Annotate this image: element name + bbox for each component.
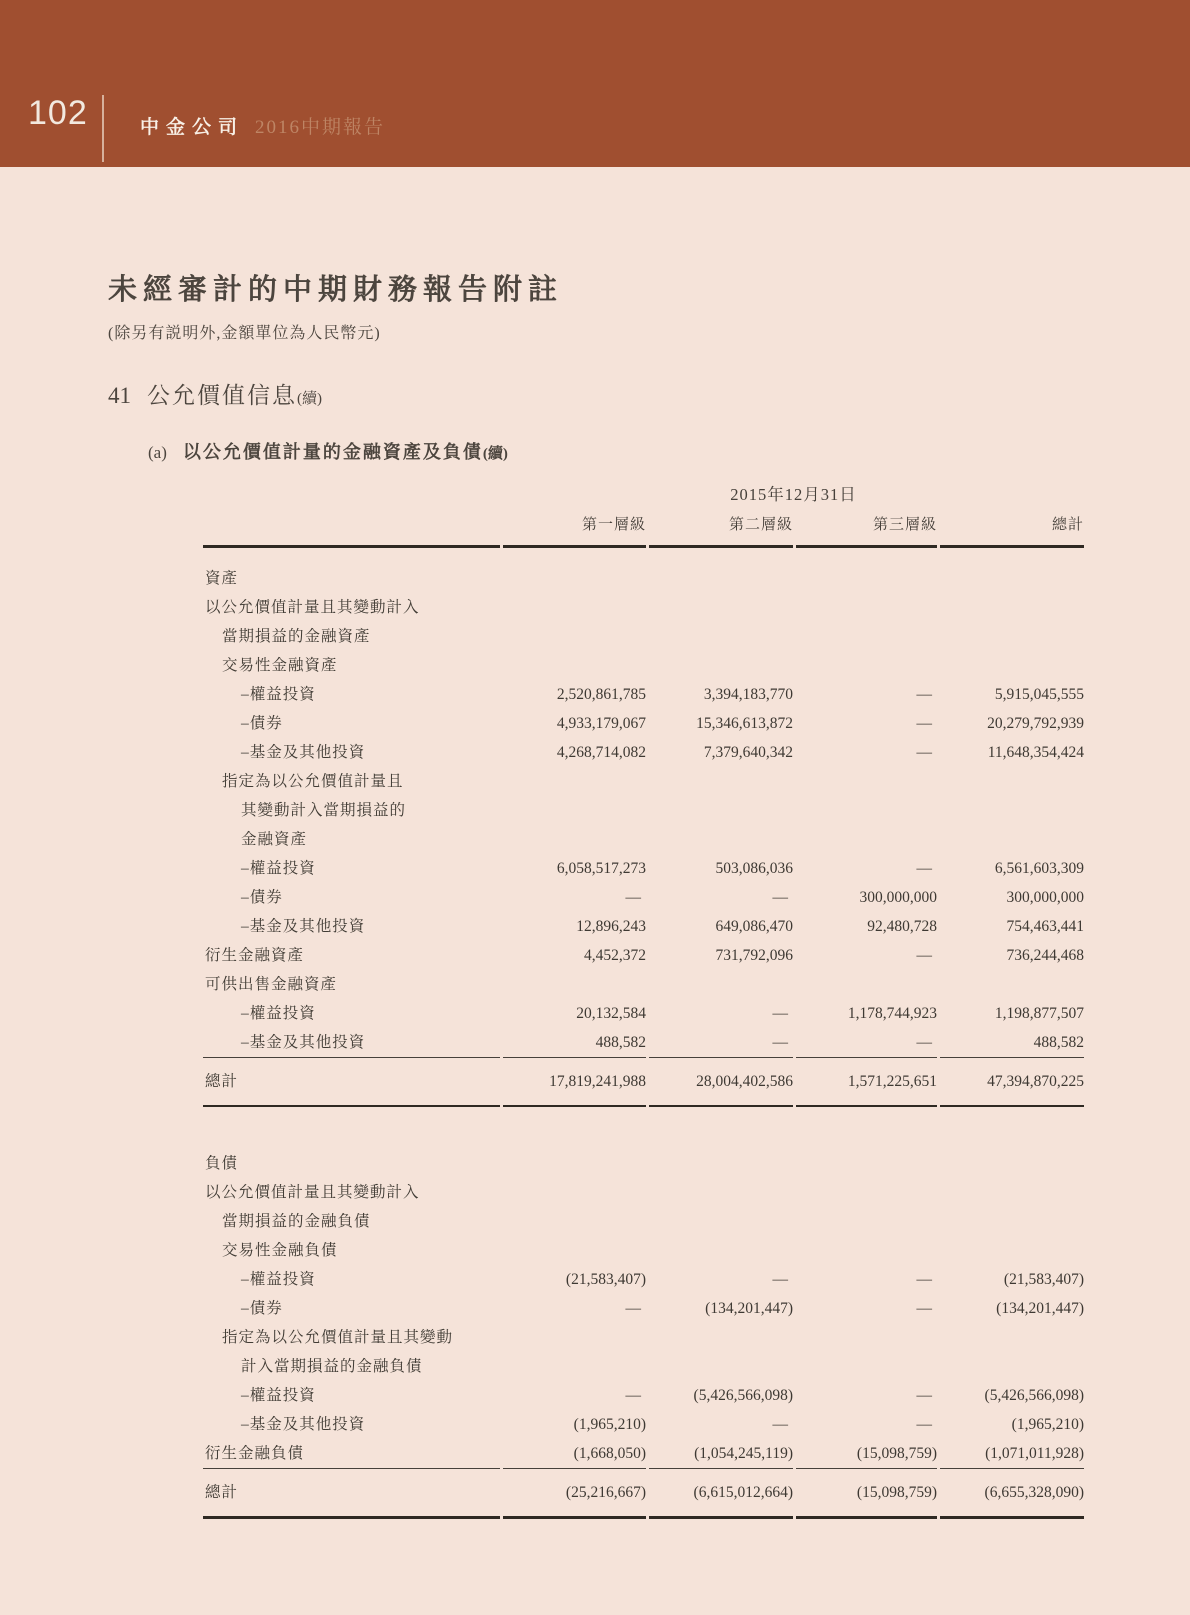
row-value: 12,896,243 (576, 918, 646, 935)
row-value (940, 622, 1084, 651)
row-value (649, 548, 793, 593)
document-subtitle: (除另有説明外,金額單位為人民幣元) (108, 325, 381, 342)
row-value (503, 767, 646, 796)
row-value: 6,561,603,309 (994, 860, 1084, 877)
row-value (649, 651, 793, 680)
row-label: 以公允價值計量且其變動計入 (205, 599, 420, 616)
row-value: 731,792,096 (715, 947, 793, 964)
table-row (203, 1381, 1084, 1410)
row-value: (134,201,447) (996, 1300, 1084, 1317)
row-value (649, 767, 793, 796)
row-label: 衍生金融資產 (205, 947, 305, 964)
row-value (649, 1352, 793, 1381)
subsection-title: 以公允價值計量的金融資產及負債 (182, 442, 483, 462)
row-label: 資產 (205, 570, 239, 587)
row-value (649, 622, 793, 651)
row-value (503, 548, 646, 593)
row-value: 20,132,584 (576, 1005, 646, 1022)
date-header: 2015年12月31日 (730, 485, 857, 504)
row-label: –權益投資 (241, 860, 316, 877)
row-value: — (916, 1271, 932, 1288)
total-label: 總計 (203, 1057, 500, 1107)
subsection-label: (a) (148, 443, 167, 462)
column-header-level2: 第二層級 (649, 511, 793, 548)
section-continued-mark: (續) (297, 391, 322, 407)
row-value: — (625, 889, 641, 906)
row-value (503, 970, 646, 999)
row-value: 7,379,640,342 (703, 744, 793, 761)
row-label: –基金及其他投資 (241, 744, 366, 761)
table-row (203, 796, 1084, 825)
row-label: 金融資產 (241, 831, 308, 848)
row-label: 交易性金融資產 (222, 657, 338, 674)
total-value: (6,615,012,664) (649, 1468, 793, 1519)
row-label: –基金及其他投資 (241, 1034, 366, 1051)
table-row (203, 1323, 1084, 1352)
row-value (796, 1178, 937, 1207)
row-value: — (772, 1005, 788, 1022)
table-row (203, 883, 1084, 912)
row-value: — (916, 947, 932, 964)
date-header-row (203, 480, 1084, 511)
table-row (203, 593, 1084, 622)
table-row (203, 1410, 1084, 1439)
row-value: 4,933,179,067 (556, 715, 646, 732)
row-label: –債券 (241, 715, 283, 732)
row-value (940, 1178, 1084, 1207)
total-value: 28,004,402,586 (649, 1057, 793, 1107)
table-row (203, 1028, 1084, 1057)
document-title: 未經審計的中期財務報告附註 (108, 274, 564, 306)
row-value (940, 1236, 1084, 1265)
row-value (503, 1352, 646, 1381)
row-value (940, 651, 1084, 680)
row-value (940, 593, 1084, 622)
section-title: 公允價值信息 (147, 383, 297, 408)
row-label: –基金及其他投資 (241, 1416, 366, 1433)
table-row (203, 1352, 1084, 1381)
table-row (203, 970, 1084, 999)
row-value: — (772, 1416, 788, 1433)
row-label: 指定為以公允價值計量且其變動 (222, 1329, 454, 1346)
row-value (940, 970, 1084, 999)
row-value (940, 767, 1084, 796)
header-divider (102, 95, 104, 162)
row-value: (1,668,050) (573, 1445, 646, 1462)
row-value (503, 651, 646, 680)
table-row (203, 1439, 1084, 1468)
table-row (203, 912, 1084, 941)
row-value (940, 1323, 1084, 1352)
spacer-cell (649, 1107, 793, 1133)
column-header-row (203, 511, 1084, 548)
row-value (649, 1236, 793, 1265)
table-row (203, 709, 1084, 738)
row-label: 其變動計入當期損益的 (241, 802, 407, 819)
row-value (796, 1236, 937, 1265)
row-value: 4,452,372 (584, 947, 646, 964)
row-label: –權益投資 (241, 1271, 316, 1288)
row-value: — (625, 1387, 641, 1404)
spacer-cell (203, 1107, 500, 1133)
row-value: — (916, 1387, 932, 1404)
row-value: 736,244,468 (1006, 947, 1084, 964)
row-label: 負債 (205, 1155, 239, 1172)
report-title: 2016中期報告 (255, 117, 386, 138)
spacer-cell (796, 1107, 937, 1133)
total-value: 1,571,225,651 (796, 1057, 937, 1107)
row-value: — (772, 1034, 788, 1051)
row-value (796, 970, 937, 999)
table-row (203, 651, 1084, 680)
row-value: (15,098,759) (856, 1445, 937, 1462)
row-value: (21,583,407) (565, 1271, 646, 1288)
section-number: 41 (108, 383, 131, 408)
row-value (503, 1178, 646, 1207)
fair-value-table (200, 480, 1087, 1519)
row-value (503, 1133, 646, 1178)
row-label: –權益投資 (241, 1005, 316, 1022)
row-value: (5,426,566,098) (984, 1387, 1084, 1404)
row-value (503, 825, 646, 854)
page-number: 102 (28, 94, 88, 132)
row-value: (1,071,011,928) (985, 1445, 1084, 1462)
row-value: — (916, 1416, 932, 1433)
row-value: — (916, 715, 932, 732)
row-value: 1,198,877,507 (994, 1005, 1084, 1022)
spacer-cell (503, 1107, 646, 1133)
row-label: 計入當期損益的金融負債 (241, 1358, 423, 1375)
row-value (796, 622, 937, 651)
table-row (203, 1207, 1084, 1236)
total-label: 總計 (203, 1468, 500, 1519)
table-row (203, 1265, 1084, 1294)
row-value: — (916, 744, 932, 761)
table-row (203, 1294, 1084, 1323)
row-label: 指定為以公允價值計量且 (222, 773, 404, 790)
row-value: 2,520,861,785 (556, 686, 646, 703)
total-value: 17,819,241,988 (503, 1057, 646, 1107)
subsection-heading (148, 438, 1190, 464)
row-value: — (625, 1300, 641, 1317)
row-value (796, 825, 937, 854)
row-value (649, 1323, 793, 1352)
row-value: 6,058,517,273 (556, 860, 646, 877)
subsection-continued-mark: (續) (482, 446, 508, 462)
row-label: 以公允價值計量且其變動計入 (205, 1184, 420, 1201)
row-value: 300,000,000 (859, 889, 937, 906)
table-row (203, 738, 1084, 767)
row-label: –債券 (241, 1300, 283, 1317)
row-value (503, 622, 646, 651)
row-value: (1,965,210) (1011, 1416, 1084, 1433)
table-row (203, 941, 1084, 970)
row-value: (1,054,245,119) (694, 1445, 793, 1462)
row-value: 15,346,613,872 (696, 715, 793, 732)
row-value (649, 970, 793, 999)
row-value (940, 548, 1084, 593)
row-value (649, 1178, 793, 1207)
row-value (503, 796, 646, 825)
total-value: (6,655,328,090) (940, 1468, 1084, 1519)
section-heading (108, 377, 1190, 410)
section-spacer (203, 1107, 1084, 1133)
table-row (203, 825, 1084, 854)
row-value (796, 767, 937, 796)
total-value: (15,098,759) (796, 1468, 937, 1519)
row-value: 11,648,354,424 (987, 744, 1084, 761)
row-value: — (916, 1300, 932, 1317)
total-row (203, 1057, 1084, 1107)
company-brand: 中金公司 (140, 117, 245, 138)
row-label: 當期損益的金融資產 (222, 628, 371, 645)
row-value (649, 796, 793, 825)
row-label: 交易性金融負債 (222, 1242, 338, 1259)
row-value: 488,582 (1033, 1034, 1084, 1051)
table-row (203, 854, 1084, 883)
spacer-cell (940, 1107, 1084, 1133)
total-row (203, 1468, 1084, 1519)
row-value (940, 825, 1084, 854)
row-value (796, 796, 937, 825)
row-value (503, 1207, 646, 1236)
row-value: 300,000,000 (1006, 889, 1084, 906)
row-value: (21,583,407) (1003, 1271, 1084, 1288)
row-value: — (772, 889, 788, 906)
row-value: 1,178,744,923 (847, 1005, 937, 1022)
row-value (649, 593, 793, 622)
row-value (796, 1352, 937, 1381)
row-value (649, 1133, 793, 1178)
table-row (203, 622, 1084, 651)
row-value: 649,086,470 (715, 918, 793, 935)
row-value (796, 1133, 937, 1178)
table-row (203, 1236, 1084, 1265)
row-value: (5,426,566,098) (693, 1387, 793, 1404)
row-label: –債券 (241, 889, 283, 906)
row-value (796, 593, 937, 622)
row-value: 754,463,441 (1006, 918, 1084, 935)
table-row (203, 999, 1084, 1028)
fair-value-table-wrap (200, 480, 1084, 1519)
row-value: — (772, 1271, 788, 1288)
total-value: 47,394,870,225 (940, 1057, 1084, 1107)
row-value (649, 1207, 793, 1236)
row-value (649, 825, 793, 854)
row-value (940, 1352, 1084, 1381)
row-value: — (916, 1034, 932, 1051)
column-header-total: 總計 (940, 511, 1084, 548)
column-header-level1: 第一層級 (503, 511, 646, 548)
column-header-level3: 第三層級 (796, 511, 937, 548)
table-row (203, 548, 1084, 593)
row-label: –基金及其他投資 (241, 918, 366, 935)
row-value (796, 548, 937, 593)
row-value (503, 1323, 646, 1352)
row-value (940, 796, 1084, 825)
row-value: — (916, 860, 932, 877)
row-value: (134,201,447) (705, 1300, 793, 1317)
row-value: 3,394,183,770 (703, 686, 793, 703)
table-row (203, 767, 1084, 796)
row-label: –權益投資 (241, 1387, 316, 1404)
row-value: (1,965,210) (573, 1416, 646, 1433)
table-row (203, 1133, 1084, 1178)
row-value: 503,086,036 (715, 860, 793, 877)
row-value (796, 1323, 937, 1352)
label-column-header (203, 511, 500, 548)
table-row (203, 680, 1084, 709)
row-value: 5,915,045,555 (994, 686, 1084, 703)
header-band (0, 0, 1190, 167)
page-content (0, 167, 1190, 1519)
row-value (503, 593, 646, 622)
row-value (940, 1207, 1084, 1236)
row-label: 當期損益的金融負債 (222, 1213, 371, 1230)
row-value: — (916, 686, 932, 703)
row-value (796, 1207, 937, 1236)
date-header-spacer (203, 480, 500, 511)
row-value: 488,582 (595, 1034, 646, 1051)
row-value (940, 1133, 1084, 1178)
row-value: 20,279,792,939 (987, 715, 1084, 732)
row-label: 衍生金融負債 (205, 1445, 305, 1462)
row-label: –權益投資 (241, 686, 316, 703)
row-label: 可供出售金融資產 (205, 976, 338, 993)
row-value: 4,268,714,082 (556, 744, 646, 761)
row-value (503, 1236, 646, 1265)
row-value: 92,480,728 (867, 918, 937, 935)
total-value: (25,216,667) (503, 1468, 646, 1519)
row-value (796, 651, 937, 680)
table-row (203, 1178, 1084, 1207)
